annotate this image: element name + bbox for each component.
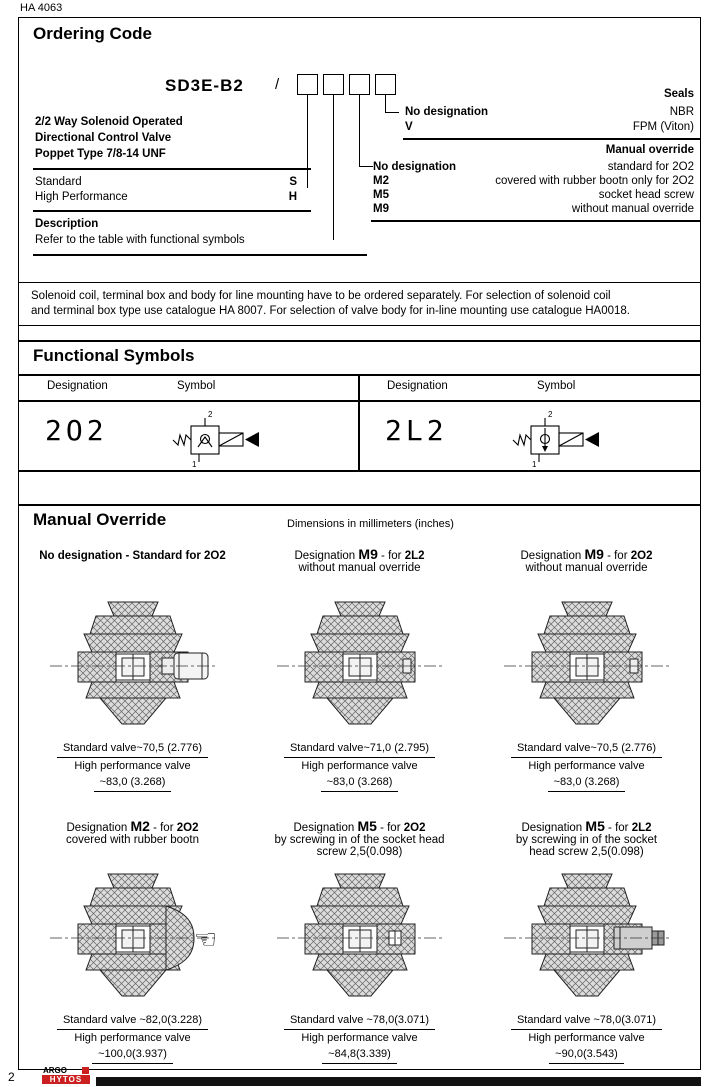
dimension-standard: Standard valve ~78,0(3.071)	[284, 1012, 435, 1030]
override-figure-m9-2o2	[473, 546, 700, 818]
figure-subheading: covered with rubber bootn	[66, 834, 199, 846]
dimension-standard: Standard valve ~82,0(3.228)	[57, 1012, 208, 1030]
divider-line	[19, 470, 700, 472]
valve-cross-section-drawing	[48, 596, 218, 736]
override-row	[373, 174, 694, 188]
connector-line	[307, 95, 308, 188]
dimension-hp-label: High performance valve	[74, 760, 191, 772]
dimensions-note: Dimensions in millimeters (inches)	[287, 518, 454, 530]
seals-row	[405, 120, 694, 134]
valve-cross-section-drawing	[502, 868, 672, 1008]
override-figure-no-designation	[19, 546, 246, 818]
seal-option-value: NBR	[669, 106, 694, 118]
designation-2l2: 2L2	[385, 414, 448, 447]
figure-subheading: by screwing in of the socket head	[274, 834, 445, 846]
description-text: Refer to the table with functional symbols	[35, 234, 245, 246]
seals-row	[405, 105, 694, 119]
code-box-2	[323, 74, 344, 95]
connector-line	[385, 112, 399, 113]
dimension-hp-label: High performance valve	[301, 1032, 418, 1044]
connector-line	[385, 95, 386, 112]
note-line: and terminal box type use catalogue HA 8007. For selection of valve body for in-line mounting use catalogue HA0018.	[31, 305, 631, 317]
dimension-hp-label: High performance valve	[528, 760, 645, 772]
port-label: 2	[548, 410, 553, 419]
valve-cross-section-drawing	[275, 596, 445, 736]
code-box-4	[375, 74, 396, 95]
performance-code: S	[289, 176, 297, 188]
ordering-code-title: Ordering Code	[33, 24, 153, 43]
seals-title: Seals	[663, 88, 694, 100]
hydraulic-symbol-2o2	[159, 406, 279, 471]
designation-2o2: 2O2	[45, 414, 108, 447]
override-figures-grid	[19, 546, 700, 1064]
connector-line	[359, 166, 373, 167]
override-row	[373, 202, 694, 216]
seal-option-label: No designation	[405, 106, 489, 118]
product-line: 2/2 Way Solenoid Operated	[35, 116, 183, 128]
column-header-designation: Designation	[387, 380, 448, 392]
hydraulic-symbol-2l2	[499, 406, 619, 471]
divider-line	[33, 168, 311, 170]
logo-text-hytos: HYTOS	[42, 1075, 90, 1084]
dimension-hp-value: ~84,8(3.339)	[322, 1046, 397, 1064]
figure-subheading: without manual override	[525, 562, 648, 574]
override-row	[373, 160, 694, 174]
product-line: Poppet Type 7/8-14 UNF	[35, 148, 166, 160]
override-option-value: socket head screw	[598, 189, 694, 201]
divider-line	[403, 138, 700, 140]
divider-line	[33, 254, 367, 256]
override-option-label: M9	[373, 203, 389, 215]
dimension-hp-value: ~83,0 (3.268)	[548, 774, 626, 792]
code-box-3	[349, 74, 370, 95]
override-option-value: without manual override	[571, 203, 694, 215]
code-separator: /	[275, 76, 280, 93]
dimension-hp-value: ~90,0(3.543)	[549, 1046, 624, 1064]
dimension-hp-value: ~83,0 (3.268)	[321, 774, 399, 792]
divider-line	[358, 374, 360, 470]
port-label: 1	[532, 460, 537, 468]
override-option-label: No designation	[373, 161, 457, 173]
dimension-standard: Standard valve~70,5 (2.776)	[57, 740, 208, 758]
footer-bar	[96, 1077, 701, 1086]
override-row	[373, 188, 694, 202]
figure-subheading: by screwing in of the socket	[515, 834, 658, 846]
column-header-symbol: Symbol	[177, 380, 216, 392]
divider-line	[19, 504, 700, 506]
dimension-standard: Standard valve ~78,0(3.071)	[511, 1012, 662, 1030]
dimension-standard: Standard valve~70,5 (2.776)	[511, 740, 662, 758]
dimension-hp-value: ~83,0 (3.268)	[94, 774, 172, 792]
performance-label: High Performance	[35, 191, 128, 203]
override-figure-m5-2o2	[246, 818, 473, 1064]
performance-row	[35, 190, 297, 204]
document-code: HA 4063	[20, 2, 63, 14]
code-box-1	[297, 74, 318, 95]
override-option-value: standard for 2O2	[607, 161, 694, 173]
port-label: 2	[208, 410, 213, 419]
pointing-hand-icon: ☜	[193, 924, 217, 954]
product-line: Directional Control Valve	[35, 132, 172, 144]
manual-override-section-title: Manual Override	[33, 510, 167, 529]
divider-line	[19, 374, 700, 376]
override-option-label: M2	[373, 175, 389, 187]
valve-cross-section-drawing	[275, 868, 445, 1008]
valve-cross-section-drawing	[48, 868, 218, 1008]
dimension-hp-value: ~100,0(3.937)	[92, 1046, 173, 1064]
figure-heading: Designation M5 - for 2O2	[293, 818, 426, 834]
figure-heading: Designation M9 - for 2O2	[520, 546, 653, 562]
product-description	[35, 114, 295, 162]
figure-heading: Designation M5 - for 2L2	[521, 818, 652, 834]
override-figure-m2-2o2	[19, 818, 246, 1064]
dimension-hp-label: High performance valve	[528, 1032, 645, 1044]
figure-subheading: head screw 2,5(0.098)	[529, 846, 644, 858]
divider-line	[19, 340, 700, 342]
override-figure-m5-2l2	[473, 818, 700, 1064]
override-option-value: covered with rubber bootn only for 2O2	[495, 175, 694, 187]
logo-text-argo: ARGO	[43, 1066, 67, 1075]
note-line: Solenoid coil, terminal box and body for line mounting have to be ordered separately. For selection of solenoid coil	[31, 290, 611, 302]
valve-cross-section-drawing	[502, 596, 672, 736]
logo-red-square	[82, 1067, 89, 1074]
performance-label: Standard	[35, 176, 82, 188]
page-frame	[18, 17, 701, 1070]
column-header-symbol: Symbol	[537, 380, 576, 392]
page-number: 2	[8, 1070, 15, 1084]
port-label: 1	[192, 460, 197, 468]
divider-line	[33, 210, 311, 212]
description-title: Description	[35, 218, 99, 230]
figure-subheading: without manual override	[298, 562, 421, 574]
figure-heading: Designation M9 - for 2L2	[294, 546, 425, 562]
connector-line	[333, 95, 334, 240]
divider-line	[371, 220, 700, 222]
figure-subheading: screw 2,5(0.098)	[316, 846, 403, 858]
seal-option-value: FPM (Viton)	[632, 121, 694, 133]
dimension-hp-label: High performance valve	[301, 760, 418, 772]
argo-hytos-logo	[42, 1066, 90, 1084]
seal-option-label: V	[405, 121, 413, 133]
column-header-designation: Designation	[47, 380, 108, 392]
performance-code: H	[288, 191, 297, 203]
performance-row	[35, 175, 297, 189]
divider-line	[19, 400, 700, 402]
manual-override-title: Manual override	[605, 144, 694, 156]
figure-heading: Designation M2 - for 2O2	[66, 818, 199, 834]
connector-line	[359, 95, 360, 166]
ordering-note	[19, 282, 700, 326]
figure-heading: No designation - Standard for 2O2	[39, 550, 226, 562]
dimension-standard: Standard valve~71,0 (2.795)	[284, 740, 435, 758]
base-code: SD3E-B2	[165, 76, 244, 95]
functional-symbols-title: Functional Symbols	[33, 346, 195, 365]
dimension-hp-label: High performance valve	[74, 1032, 191, 1044]
override-option-label: M5	[373, 189, 389, 201]
override-figure-m9-2l2	[246, 546, 473, 818]
